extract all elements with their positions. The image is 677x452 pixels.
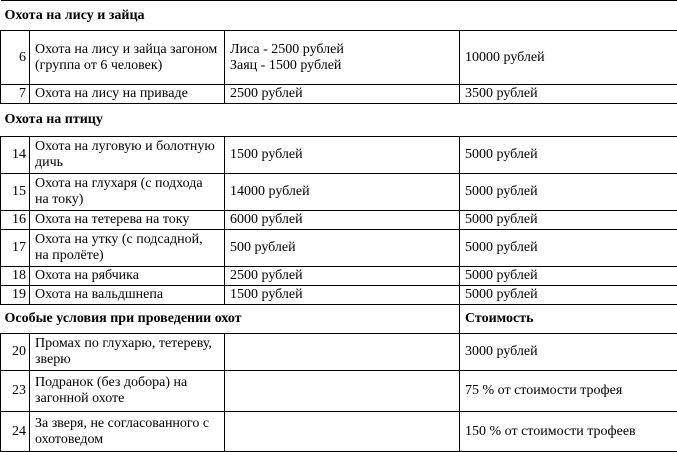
hunt-name: Охота на вальдшнепа	[30, 286, 225, 305]
hunt-name: Охота на луговую и болотную дичь	[30, 137, 225, 174]
row-number: 19	[1, 286, 30, 305]
hunt-price: 14000 рублей	[225, 174, 460, 211]
condition-cost: 75 % от стоимости трофея	[460, 371, 677, 412]
row-number: 16	[1, 211, 30, 230]
empty-cell	[225, 334, 460, 371]
condition-name: Промах по глухарю, тетереву, зверю	[30, 334, 225, 371]
section-header-fox-hare	[1, 1, 677, 31]
table-row	[1, 230, 677, 267]
table-row	[1, 211, 677, 230]
section-header-bird	[1, 104, 677, 137]
hunt-price: 1500 рублей	[225, 286, 460, 305]
row-number: 6	[1, 31, 30, 85]
row-number: 20	[1, 334, 30, 371]
empty-cell	[225, 371, 460, 412]
hunt-name: Охота на лису на приваде	[30, 85, 225, 104]
row-number: 7	[1, 85, 30, 104]
empty-cell	[225, 412, 460, 452]
table-row	[1, 85, 677, 104]
trophy-price: 5000 рублей	[460, 211, 677, 230]
table-row	[1, 412, 677, 452]
row-number: 18	[1, 267, 30, 286]
trophy-price: 5000 рублей	[460, 174, 677, 211]
table-row	[1, 267, 677, 286]
row-number: 23	[1, 371, 30, 412]
table-row	[1, 174, 677, 211]
section-title: Охота на птицу	[1, 104, 677, 137]
cost-column-header: Стоимость	[460, 305, 677, 334]
price-line: Заяц - 1500 рублей	[230, 58, 454, 74]
hunt-name: Охота на глухаря (с подхода на току)	[30, 174, 225, 211]
hunt-price: 2500 рублей	[225, 85, 460, 104]
table-row	[1, 334, 677, 371]
row-number: 17	[1, 230, 30, 267]
table-row	[1, 286, 677, 305]
hunt-price: 1500 рублей	[225, 137, 460, 174]
condition-cost: 3000 рублей	[460, 334, 677, 371]
trophy-price: 5000 рублей	[460, 286, 677, 305]
row-number: 14	[1, 137, 30, 174]
trophy-price: 10000 рублей	[460, 31, 677, 85]
section-header-conditions	[1, 305, 677, 334]
section-title: Охота на лису и зайца	[1, 1, 677, 31]
hunt-price: 6000 рублей	[225, 211, 460, 230]
hunt-name: Охота на рябчика	[30, 267, 225, 286]
condition-name: За зверя, не согласованного с охотоведом	[30, 412, 225, 452]
trophy-price: 3500 рублей	[460, 85, 677, 104]
hunt-price: 500 рублей	[225, 230, 460, 267]
trophy-price: 5000 рублей	[460, 267, 677, 286]
table-row	[1, 137, 677, 174]
hunt-name: Охота на утку (с подсадной, на пролёте)	[30, 230, 225, 267]
condition-name: Подранок (без добора) на загонной охоте	[30, 371, 225, 412]
table-row	[1, 31, 677, 85]
hunt-price	[225, 31, 460, 85]
hunt-name: Охота на тетерева на току	[30, 211, 225, 230]
row-number: 24	[1, 412, 30, 452]
trophy-price: 5000 рублей	[460, 137, 677, 174]
hunt-price: 2500 рублей	[225, 267, 460, 286]
condition-cost: 150 % от стоимости трофеев	[460, 412, 677, 452]
row-number: 15	[1, 174, 30, 211]
price-line: Лиса - 2500 рублей	[230, 42, 454, 58]
hunt-name: Охота на лису и зайца загоном (группа от 6 человек)	[30, 31, 225, 85]
table-row	[1, 371, 677, 412]
section-title: Особые условия при проведении охот	[1, 305, 460, 334]
trophy-price: 5000 рублей	[460, 230, 677, 267]
